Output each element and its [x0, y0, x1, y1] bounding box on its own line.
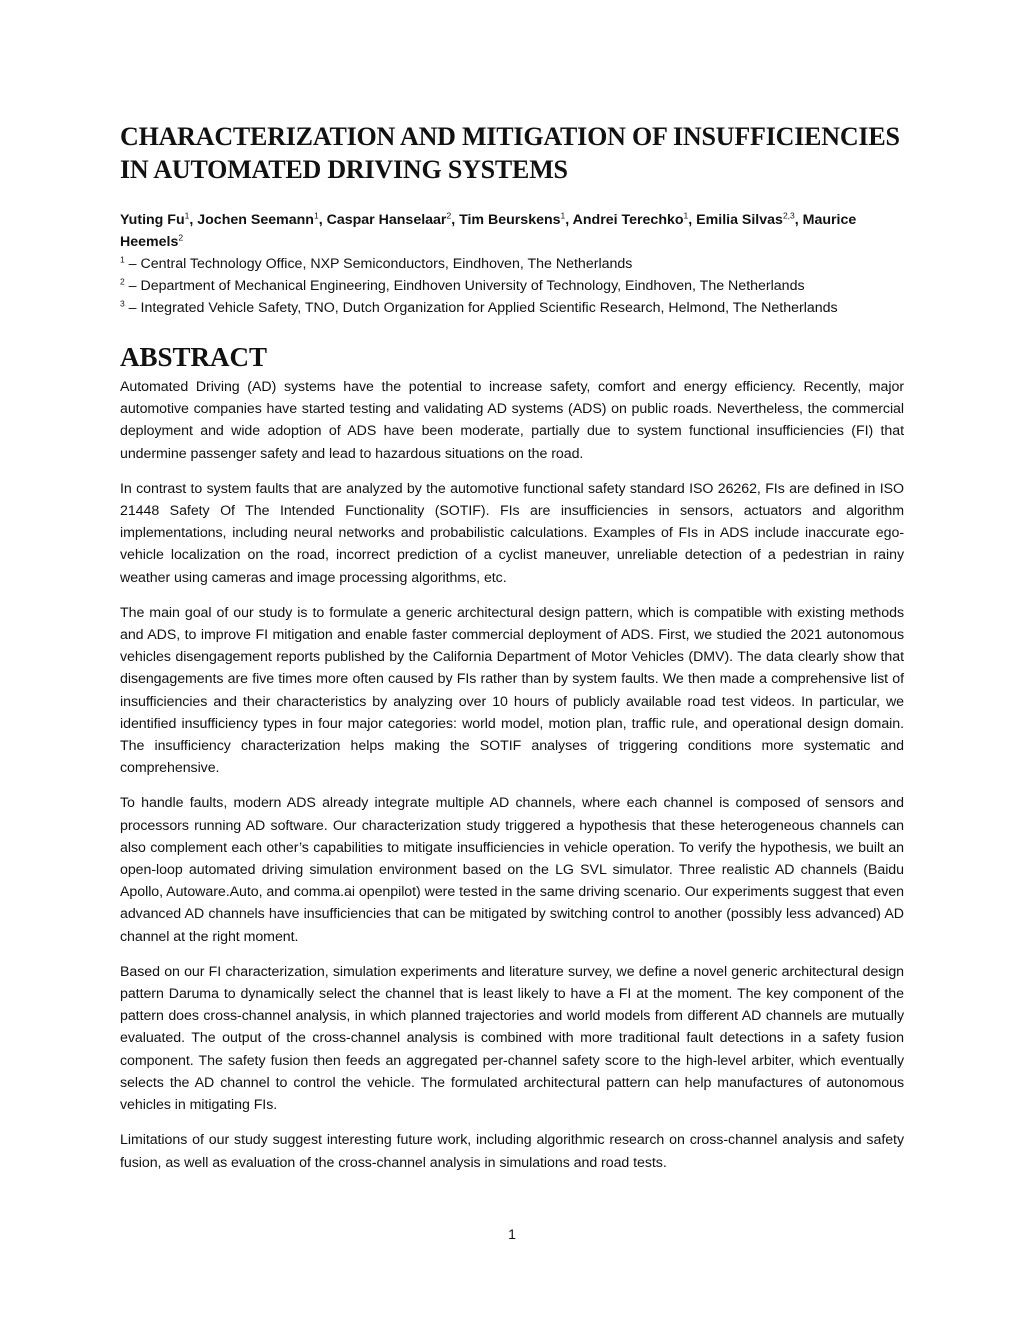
affiliation-text: – Department of Mechanical Engineering, Eindhoven University of Technology, Eindhoven, The Netherlands: [124, 278, 805, 294]
paper-title: [120, 120, 904, 186]
author-name: Yuting Fu: [120, 212, 185, 228]
author-affiliation-mark: 1: [313, 210, 319, 221]
affiliation-mark: 1: [120, 254, 125, 265]
affiliation-3: [120, 297, 904, 319]
affiliation-text: – Central Technology Office, NXP Semiconductors, Eindhoven, The Netherlands: [124, 256, 633, 272]
abstract-heading: ABSTRACT: [120, 342, 268, 372]
paper-title-line-1: CHARACTERIZATION AND MITIGATION OF INSUFFICIENCIES: [120, 122, 900, 151]
affiliation-mark: 2: [120, 276, 125, 287]
abstract-paragraph-3: The main goal of our study is to formulate a generic architectural design pattern, which is compatible with existing methods and ADS, to improve FI mitigation and enable faster commercial deployment of ADS. First, we studied the 2021 autonomous vehicles disengagement reports published by the California Department of Motor Vehicles (DMV). The data clearly show that disengagements are five times more often caused by FIs rather than by system faults. We then made a comprehensive list of insufficiencies and their characteristics by analyzing over 10 hours of publicly available road test videos. In particular, we identified insufficiency types in four major categories: world model, motion plan, traffic rule, and operational design domain. The insufficiency characterization helps making the SOTIF analyses of triggering conditions more systematic and comprehensive.: [120, 604, 904, 777]
author-list: Yuting Fu$^1$, Jochen Seemann$^1$, Caspar Hanselaar$^2$, Tim Beurskens$^1$, Andrei Terechko$^1$, Emilia Silvas$^{2,3}$, Maurice Heemels$^2$: [120, 210, 857, 250]
affiliation-2: [120, 275, 904, 297]
page-number: 1: [508, 1226, 516, 1242]
author-affiliation-mark: 1: [560, 210, 566, 221]
affiliation-mark: 3: [120, 298, 125, 309]
affiliation-1: [120, 253, 904, 275]
author-name: Emilia Silvas: [696, 212, 783, 228]
affiliation-text: – Integrated Vehicle Safety, TNO, Dutch Organization for Applied Scientific Research, Helmond, The Netherlands: [124, 300, 838, 316]
author-affiliation-mark: 1: [184, 210, 190, 221]
abstract-paragraph-1: Automated Driving (AD) systems have the potential to increase safety, comfort and energy efficiency. Recently, major automotive companies have started testing and validating AD systems (ADS) on public roads. Nevertheless, the commercial deployment and wide adoption of ADS have been moderate, partially due to system functional insufficiencies (FI) that undermine passenger safety and lead to hazardous situations on the road.: [120, 379, 904, 462]
author-name: Maurice Heemels: [120, 212, 857, 250]
author-affiliation-mark: 2: [178, 232, 184, 243]
author-name: Andrei Terechko: [572, 212, 684, 228]
author-affiliation-mark: 1: [683, 210, 689, 221]
paper-title-line-2: IN AUTOMATED DRIVING SYSTEMS: [120, 155, 568, 184]
author-name: Jochen Seemann: [197, 212, 314, 228]
abstract-paragraph-5: Based on our FI characterization, simulation experiments and literature survey, we define a novel generic architectural design pattern Daruma to dynamically select the channel that is least likely to have a FI at the moment. The key component of the pattern does cross-channel analysis, in which planned trajectories and world models from different AD channels are mutually evaluated. The output of the cross-channel analysis is combined with more traditional fault detections in a safety fusion component. The safety fusion then feeds an aggregated per-channel safety score to the high-level arbiter, which eventually selects the AD channel to control the vehicle. The formulated architectural pattern can help manufactures of autonomous vehicles in mitigating FIs.: [120, 963, 904, 1114]
abstract-paragraph-4: To handle faults, modern ADS already integrate multiple AD channels, where each channel is composed of sensors and processors running AD software. Our characterization study triggered a hypothesis that these heterogeneous channels can also complement each other’s capabilities to mitigate insufficiencies in vehicle operation. To verify the hypothesis, we built an open-loop automated driving simulation environment based on the LG SVL simulator. Three realistic AD channels (Baidu Apollo, Autoware.Auto, and comma.ai openpilot) were tested in the same driving scenario. Our experiments suggest that even advanced AD channels have insufficiencies that can be mitigated by switching control to another (possibly less advanced) AD channel at the right moment.: [120, 795, 904, 945]
author-name: Caspar Hanselaar: [326, 212, 447, 228]
author-name: Tim Beurskens: [459, 212, 561, 228]
abstract-paragraph-2: In contrast to system faults that are analyzed by the automotive functional safety standard ISO 26262, FIs are defined in ISO 21448 Safety Of The Intended Functionality (SOTIF). FIs are insufficiencies in sensors, actuators and algorithm implementations, including neural networks and probabilistic calculations. Examples of FIs in ADS include inaccurate ego-vehicle localization on the road, incorrect prediction of a cyclist maneuver, unreliable detection of a pedestrian in rainy weather using cameras and image processing algorithms, etc.: [120, 480, 904, 586]
author-affiliation-mark: 2,3: [782, 210, 795, 221]
paper-page: [120, 120, 904, 1187]
author-affiliation-mark: 2: [446, 210, 452, 221]
abstract-paragraph-6: Limitations of our study suggest interesting future work, including algorithmic research on cross-channel analysis and safety fusion, as well as evaluation of the cross-channel analysis in simulations and road tests.: [120, 1132, 904, 1171]
